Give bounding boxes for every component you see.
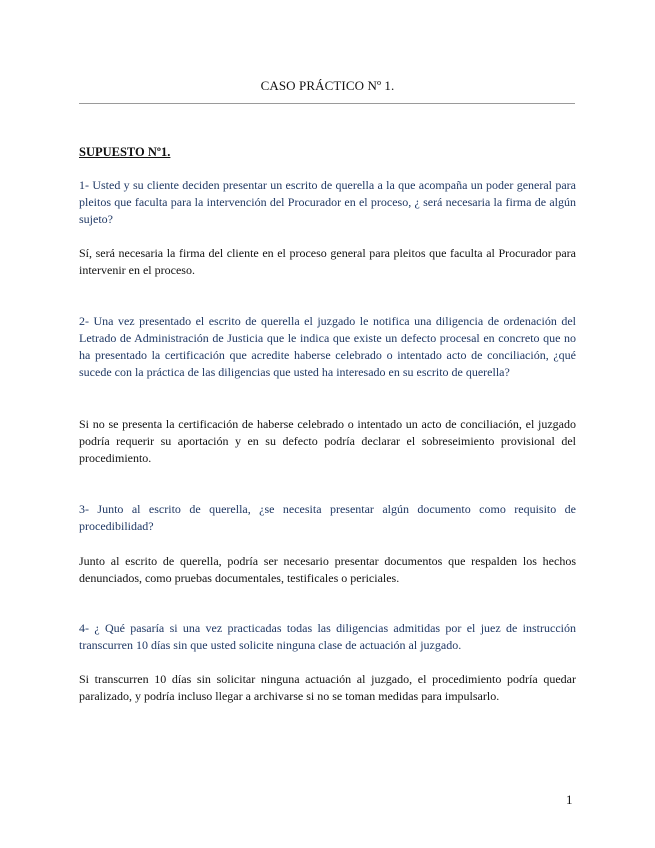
title-divider	[79, 103, 575, 104]
question-4: 4- ¿ Qué pasaría si una vez practicadas todas las diligencias admitidas por el juez de instrucción transcurren 10 días sin que usted solicite ninguna clase de actuación al juzgado.	[79, 621, 576, 652]
question-3: 3- Junto al escrito de querella, ¿se necesita presentar algún documento como requisito de procedibilidad?	[79, 502, 576, 533]
answer-3: Junto al escrito de querella, podría ser necesario presentar documentos que respalden los hechos denunciados, como pruebas documentales, testificales o periciales.	[79, 554, 576, 585]
section-heading: SUPUESTO Nº1.	[79, 145, 171, 159]
answer-1: Sí, será necesaria la firma del cliente en el proceso general para pleitos que faculta al Procurador para intervenir en el proceso.	[79, 246, 576, 277]
answer-4: Si transcurren 10 días sin solicitar ninguna actuación al juzgado, el procedimiento podría quedar paralizado, y podría incluso llegar a archivarse si no se toman medidas para impulsarlo.	[79, 672, 576, 703]
question-1: 1- Usted y su cliente deciden presentar un escrito de querella a la que acompaña un poder general para pleitos que faculta para la intervención del Procurador en el proceso, ¿ será necesaria la firma de algún sujeto?	[79, 178, 576, 226]
document-title: CASO PRÁCTICO Nº 1.	[260, 78, 395, 93]
page-number: 1	[566, 792, 573, 807]
answer-2: Si no se presenta la certificación de haberse celebrado o intentado un acto de conciliación, el juzgado podría requerir su aportación y en su defecto podría declarar el sobreseimiento provisional del procedimiento.	[79, 417, 576, 465]
question-2: 2- Una vez presentado el escrito de querella el juzgado le notifica una diligencia de ordenación del Letrado de Administración de Justicia que le indica que existe un defecto procesal en concreto que no ha presentado la certificación que acredite haberse celebrado o intentado acto de conciliación, ¿qué sucede con la práctica de las diligencias que usted ha interesado en su escrito de querella?	[79, 314, 576, 379]
